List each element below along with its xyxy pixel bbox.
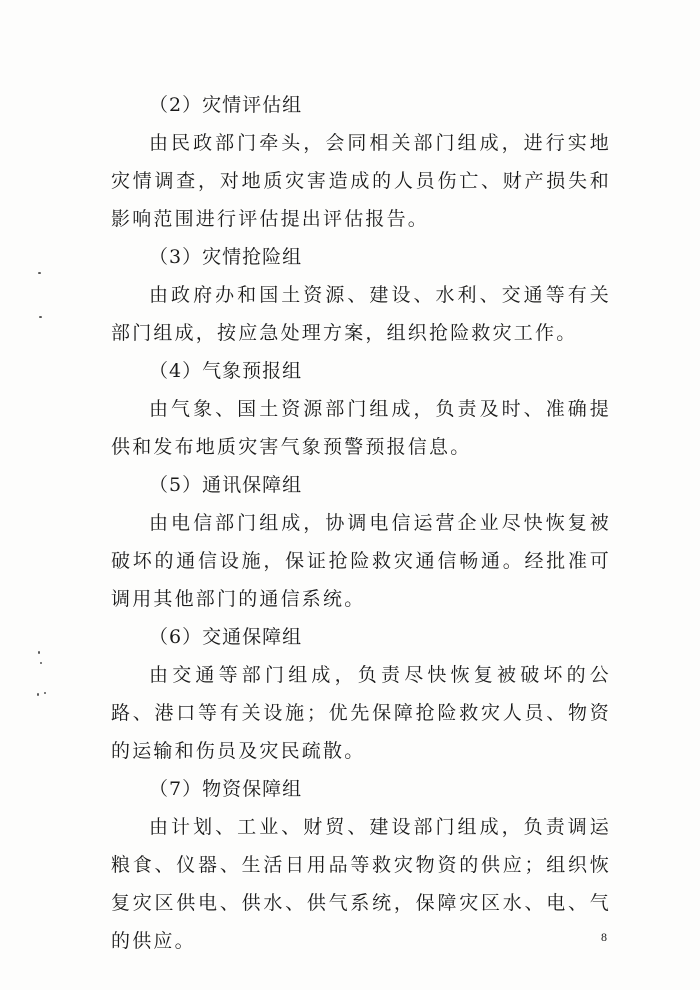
scan-speck — [38, 651, 40, 654]
section-heading: （3）灾情抢险组 — [149, 246, 303, 268]
section-heading: （5）通讯保障组 — [149, 474, 303, 496]
scan-speck — [38, 272, 41, 274]
scan-speck — [37, 693, 39, 696]
scan-speck — [40, 662, 42, 664]
document-body — [111, 86, 611, 960]
scan-speck — [44, 692, 46, 694]
section-paragraph: 由计划、工业、财贸、建设部门组成，负责调运粮食、仪器、生活日用品等救灾物资的供应；组织恢复灾区供电、供水、供气系统，保障灾区水、电、气的供应。 — [111, 816, 611, 952]
section-heading: （7）物资保障组 — [149, 778, 303, 800]
section-heading: （6）交通保障组 — [149, 626, 303, 648]
scan-speck — [39, 316, 42, 318]
section-paragraph: 由交通等部门组成，负责尽快恢复被破坏的公路、港口等有关设施；优先保障抢险救灾人员、物资的运输和伤员及灾民疏散。 — [111, 664, 611, 762]
section-paragraph: 由气象、国土资源部门组成，负责及时、准确提供和发布地质灾害气象预警预报信息。 — [111, 398, 611, 458]
section-paragraph: 由民政部门牵头，会同相关部门组成，进行实地灾情调查，对地质灾害造成的人员伤亡、财产损失和影响范围进行评估提出评估报告。 — [111, 132, 611, 230]
page-number: 8 — [601, 930, 607, 944]
section-paragraph: 由电信部门组成，协调电信运营企业尽快恢复被破坏的通信设施，保证抢险救灾通信畅通。经批准可调用其他部门的通信系统。 — [111, 512, 611, 610]
section-paragraph: 由政府办和国土资源、建设、水利、交通等有关部门组成，按应急处理方案，组织抢险救灾工作。 — [111, 284, 611, 344]
section-heading: （2）灾情评估组 — [149, 94, 303, 116]
section-heading: （4）气象预报组 — [149, 360, 303, 382]
